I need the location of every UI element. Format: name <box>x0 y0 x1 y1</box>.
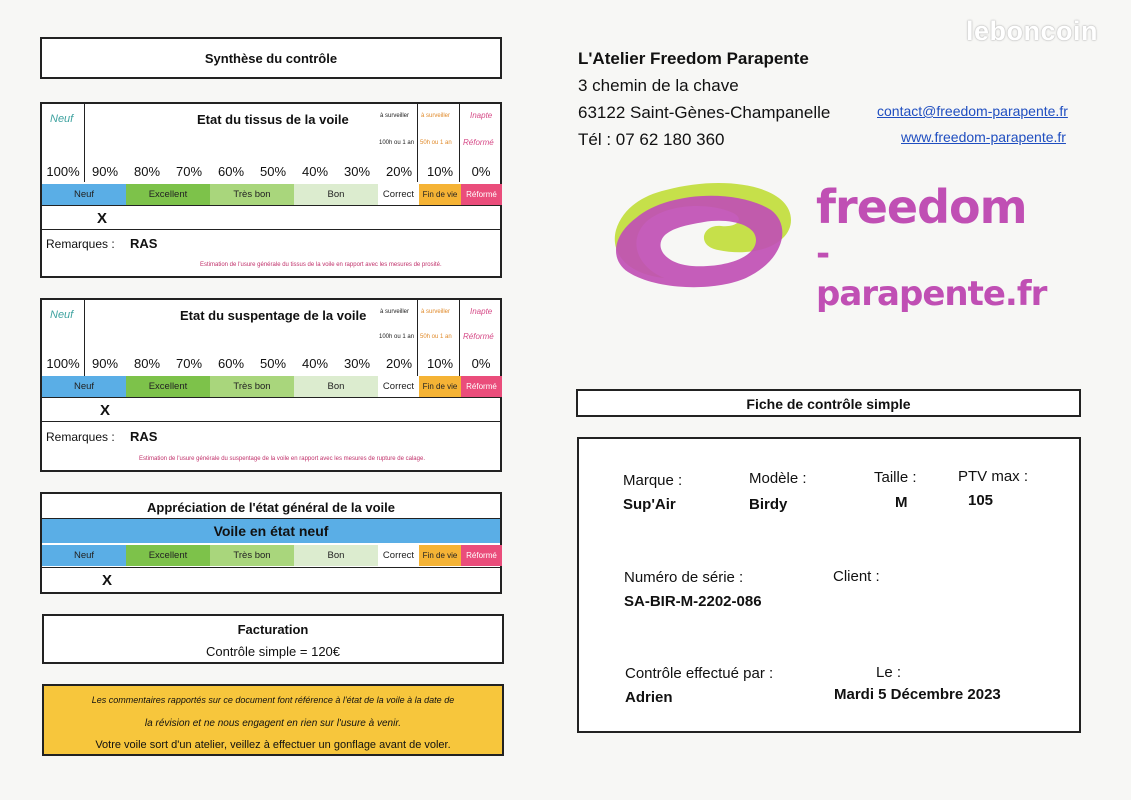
scale-excellent: Excellent <box>126 545 210 566</box>
pct-50: 50% <box>259 356 287 371</box>
appreciation-line-2 <box>42 567 500 568</box>
disclaimer-line-3: Votre voile sort d'un atelier, veillez à effectuer un gonflage avant de voler. <box>95 739 451 751</box>
scale-tres-bon: Très bon <box>210 184 294 205</box>
pct-70: 70% <box>175 164 203 179</box>
modele-value: Birdy <box>749 496 788 513</box>
logo-line-2: -parapente.fr <box>816 234 1047 314</box>
scale-bon: Bon <box>294 376 378 397</box>
serie-label: Numéro de série : <box>624 569 744 586</box>
susp-surveiller-orange: à surveiller <box>421 309 451 315</box>
tissus-surveiller-orange: à surveiller <box>421 113 451 119</box>
company-address-2: 63122 Saint-Gènes-Champanelle <box>578 103 831 122</box>
susp-hours: 100h ou 1 an <box>379 334 415 340</box>
fiche-title-box <box>576 389 1081 417</box>
facturation-title: Facturation <box>237 622 309 637</box>
pct-80: 80% <box>133 356 161 371</box>
scale-reforme: Réformé <box>461 545 502 566</box>
pct-90: 90% <box>91 164 119 179</box>
susp-scale <box>42 376 502 397</box>
client-label: Client : <box>833 568 880 585</box>
scale-tres-bon: Très bon <box>210 376 294 397</box>
company-phone: Tél : 07 62 180 360 <box>578 130 725 149</box>
appreciation-title: Appréciation de l'état général de la voile <box>147 500 395 515</box>
email-link[interactable]: contact@freedom-parapente.fr <box>877 103 1068 119</box>
scale-correct: Correct <box>378 545 419 566</box>
tissus-remarks-value: RAS <box>130 236 158 251</box>
disclaimer-line-2: la révision et ne nous engagent en rien sur l'usure à venir. <box>144 718 402 729</box>
scale-tres-bon: Très bon <box>210 545 294 566</box>
pct-10: 10% <box>426 164 454 179</box>
pct-40: 40% <box>301 356 329 371</box>
pct-80: 80% <box>133 164 161 179</box>
appreciation-mark: X <box>102 572 113 589</box>
susp-surveiller: à surveiller <box>380 309 410 315</box>
susp-inapte: Inapte <box>470 307 493 316</box>
controle-label: Contrôle effectué par : <box>625 665 774 682</box>
tissus-hours: 100h ou 1 an <box>379 140 415 146</box>
marque-value: Sup'Air <box>623 496 676 513</box>
tissus-neuf-label: Neuf <box>50 113 74 125</box>
website-link[interactable]: www.freedom-parapente.fr <box>901 129 1066 145</box>
fiche-title: Fiche de contrôle simple <box>746 396 911 412</box>
le-label: Le : <box>876 664 902 681</box>
suspentage-section <box>40 298 502 472</box>
freedom-swirl-icon <box>606 178 801 293</box>
pct-60: 60% <box>217 356 245 371</box>
suspentage-mark: X <box>100 402 111 419</box>
pct-70: 70% <box>175 356 203 371</box>
tissus-line-1 <box>42 205 500 206</box>
scale-excellent: Excellent <box>126 184 210 205</box>
controle-value: Adrien <box>625 689 673 706</box>
tissus-title: Etat du tissus de la voile <box>197 112 349 127</box>
company-address-1: 3 chemin de la chave <box>578 76 739 95</box>
taille-value: M <box>895 494 908 511</box>
scale-excellent: Excellent <box>126 376 210 397</box>
le-value: Mardi 5 Décembre 2023 <box>834 686 1001 703</box>
synthese-title-box <box>40 37 502 79</box>
ptv-value: 105 <box>968 492 994 509</box>
suspentage-title: Etat du suspentage de la voile <box>180 308 367 323</box>
modele-label: Modèle : <box>749 470 807 487</box>
facturation-line: Contrôle simple = 120€ <box>205 644 341 659</box>
pct-30: 30% <box>343 164 371 179</box>
scale-fin-de-vie: Fin de vie <box>419 376 461 397</box>
scale-correct: Correct <box>378 376 419 397</box>
pct-90: 90% <box>91 356 119 371</box>
susp-remarks-label: Remarques : <box>46 430 115 444</box>
disclaimer-box <box>42 684 504 756</box>
appreciation-banner: Voile en état neuf <box>42 519 500 543</box>
tissus-remarks-label: Remarques : <box>46 237 115 251</box>
pct-0: 0% <box>471 164 491 179</box>
pct-0: 0% <box>471 356 491 371</box>
disclaimer-line-1: Les commentaires rapportés sur ce document font référence à l'état de la voile à la date de <box>91 695 455 705</box>
tissus-surveiller: à surveiller <box>380 113 410 119</box>
susp-remarks-value: RAS <box>130 429 158 444</box>
suspentage-note: Estimation de l'usure générale du suspentage de la voile en rapport avec les mesures de rupture de calage. <box>139 456 425 462</box>
scale-bon: Bon <box>294 545 378 566</box>
pct-30: 30% <box>343 356 371 371</box>
taille-label: Taille : <box>874 469 917 486</box>
tissus-mark: X <box>97 210 108 227</box>
tissus-line-2 <box>42 229 500 230</box>
pct-20: 20% <box>385 356 413 371</box>
synthese-title: Synthèse du contrôle <box>204 51 338 66</box>
scale-neuf: Neuf <box>42 184 126 205</box>
ptv-label: PTV max : <box>958 468 1029 485</box>
susp-hours-orange: 50h ou 1 an <box>420 334 452 340</box>
pct-100: 100% <box>46 164 80 179</box>
tissus-percent-row <box>42 164 502 184</box>
serie-value: SA-BIR-M-2202-086 <box>624 593 762 610</box>
tissus-section <box>40 102 502 278</box>
tissus-hours-orange: 50h ou 1 an <box>420 140 452 146</box>
marque-label: Marque : <box>623 472 683 489</box>
pct-100: 100% <box>46 356 80 371</box>
scale-reforme: Réformé <box>461 376 502 397</box>
tissus-note: Estimation de l'usure générale du tissus de la voile en rapport avec les mesures de prosité. <box>200 262 442 268</box>
appreciation-scale <box>42 545 502 566</box>
scale-reforme: Réformé <box>461 184 502 205</box>
pct-50: 50% <box>259 164 287 179</box>
facturation-section <box>42 614 504 664</box>
scale-neuf: Neuf <box>42 545 126 566</box>
scale-fin-de-vie: Fin de vie <box>419 545 461 566</box>
susp-percent-row <box>42 356 502 376</box>
leboncoin-watermark: leboncoin <box>966 16 1098 46</box>
company-name: L'Atelier Freedom Parapente <box>578 49 809 68</box>
appreciation-section <box>40 492 502 594</box>
susp-line-2 <box>42 421 500 422</box>
tissus-scale <box>42 184 502 205</box>
pct-60: 60% <box>217 164 245 179</box>
fiche-fields-box <box>577 437 1081 733</box>
pct-10: 10% <box>426 356 454 371</box>
scale-neuf: Neuf <box>42 376 126 397</box>
logo-line-1: freedom <box>816 180 1027 234</box>
pct-20: 20% <box>385 164 413 179</box>
tissus-reforme: Réformé <box>463 138 494 147</box>
scale-correct: Correct <box>378 184 419 205</box>
scale-fin-de-vie: Fin de vie <box>419 184 461 205</box>
susp-reforme: Réformé <box>463 332 494 341</box>
pct-40: 40% <box>301 164 329 179</box>
tissus-inapte: Inapte <box>470 111 493 120</box>
susp-neuf-label: Neuf <box>50 309 74 321</box>
scale-bon: Bon <box>294 184 378 205</box>
susp-line-1 <box>42 397 500 398</box>
freedom-logo <box>606 178 1047 314</box>
